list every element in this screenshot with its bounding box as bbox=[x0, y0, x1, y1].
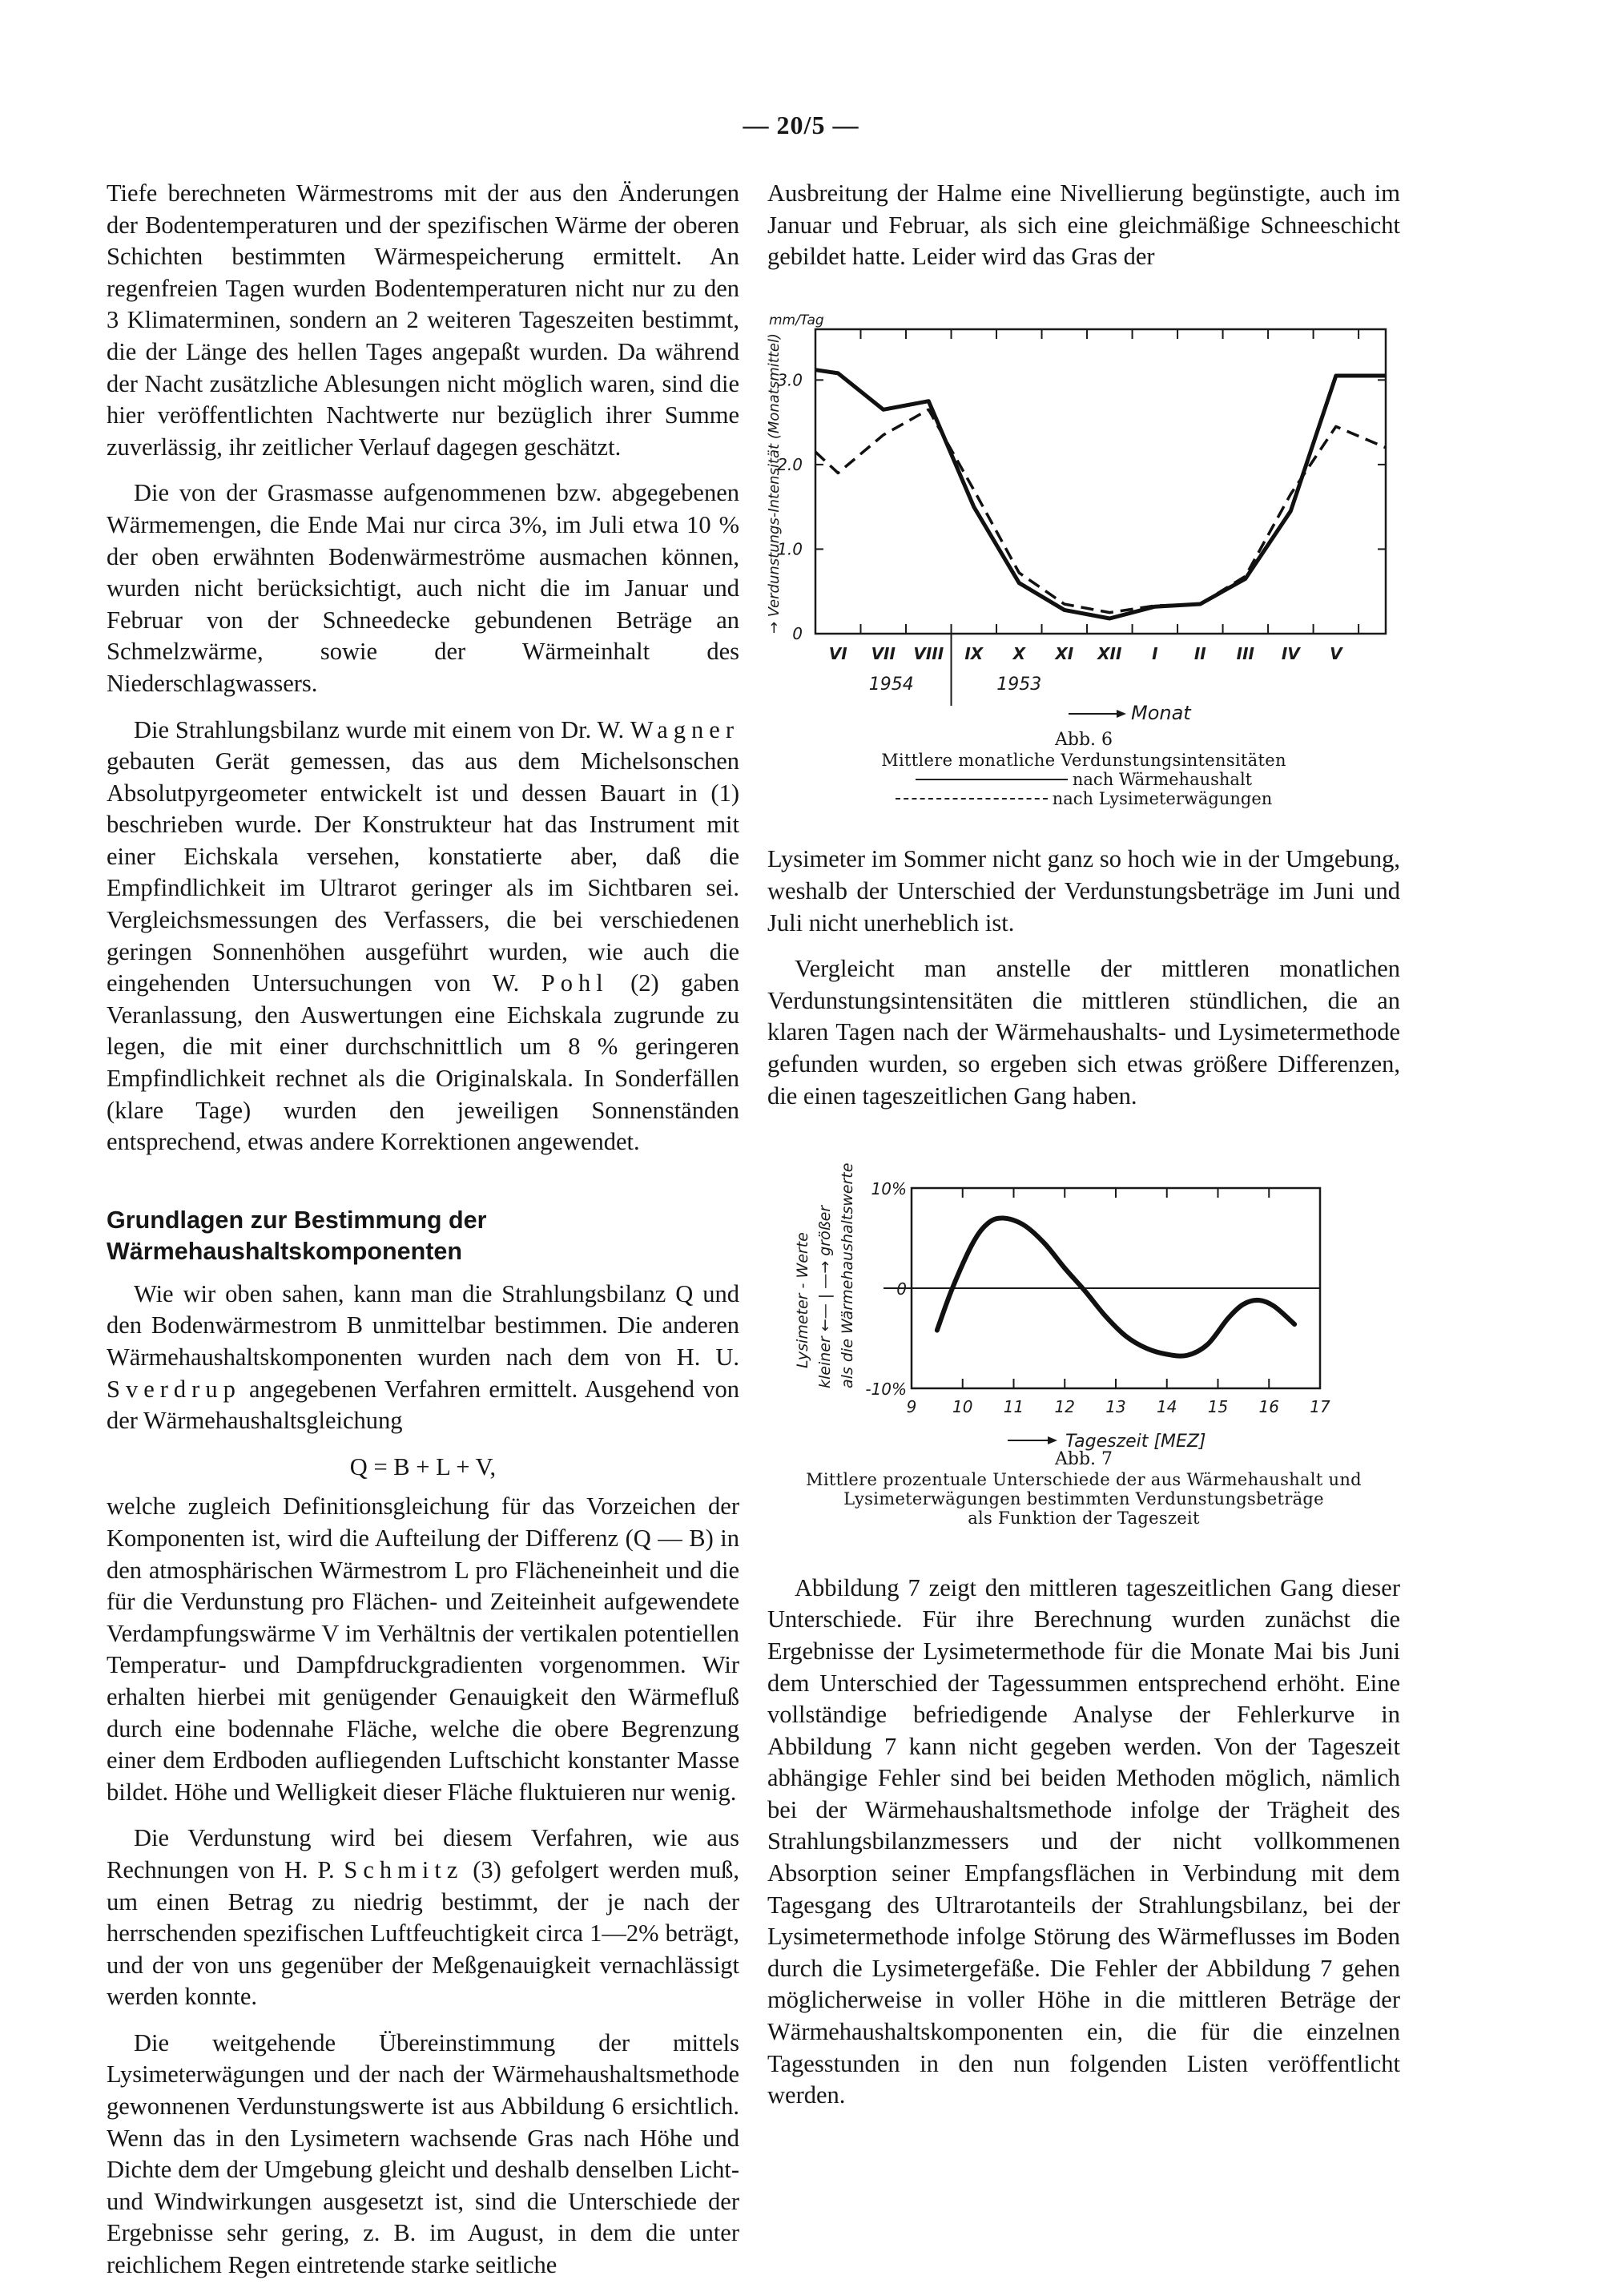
svg-text:13: 13 bbox=[1105, 1397, 1126, 1417]
left-column bbox=[107, 178, 739, 2296]
text: (3) gefolgert werden muß, um einen Betrag zu niedrig bestimmt, der je nach der herrschenden spezifischen Luftfeuchtigkeit circa 1—2% beträgt, und der von uns gegenüber der Meßgenauigkeit vernachlässigt werden konnte. bbox=[107, 1855, 739, 2011]
svg-text:IV: IV bbox=[1281, 643, 1300, 663]
svg-text:mm/Tag: mm/Tag bbox=[769, 312, 824, 328]
figure-label: Abb. 7 bbox=[1054, 1448, 1113, 1469]
dashed-line-icon bbox=[896, 798, 1048, 800]
svg-text:VIII: VIII bbox=[913, 643, 944, 663]
text: gebauten Gerät gemessen, das aus dem Michelsonschen Absolutpyrgeometer entwickelt ist und dessen Bauart in (1) beschrieben wurde. Der Konstrukteur hat das Instrument mit einer Eichskala versehen, konstatierte aber, daß die Empfindlichkeit im Ultrarot geringer als im Sichtbaren sei. Vergleichsmessungen des Verfassers, die bei verschiedenen geringen Sonnenhöhen ausgeführt wurden, wie auch die eingehenden Untersuchungen von W. bbox=[107, 747, 739, 997]
paragraph bbox=[107, 1279, 739, 1437]
svg-text:1953: 1953 bbox=[996, 674, 1042, 695]
figure-caption: Lysimeterwägungen bestimmten Verdunstungsbeträge bbox=[843, 1488, 1324, 1509]
svg-text:10%: 10% bbox=[871, 1179, 907, 1199]
solid-line-icon bbox=[916, 779, 1068, 780]
svg-text:12: 12 bbox=[1054, 1397, 1075, 1417]
figure-label: Abb. 6 bbox=[1054, 730, 1113, 751]
figure-caption: Mittlere prozentuale Unterschiede der aus Wärmehaushalt und bbox=[806, 1469, 1362, 1489]
figure-7 bbox=[767, 1144, 1400, 1528]
paragraph: Die weitgehende Übereinstimmung der mittels Lysimeterwägungen und der nach der Wärmehaushaltsmethode gewonnenen Verdunstungswerte ist aus Abbildung 6 ersichtlich. Wenn das in den Lysimetern wachsende Gras nach Höhe und Dichte dem der Umgebung gleicht und deshalb denselben Licht- und Windwirkungen ausgesetzt ist, sind die Unterschiede der Ergebnisse sehr gering, z. B. im August, in dem die unter reichlichem Regen eintretende starke seitliche bbox=[107, 2028, 739, 2279]
figure-caption: als Funktion der Tageszeit bbox=[968, 1508, 1200, 1528]
equation: Q = B + L + V, bbox=[349, 1452, 497, 1480]
svg-text:VI: VI bbox=[828, 643, 847, 663]
section-heading: Grundlagen zur Bestimmung der Wärmehaushaltskomponenten bbox=[107, 1206, 487, 1265]
svg-text:3.0: 3.0 bbox=[777, 370, 803, 390]
right-column bbox=[767, 178, 1400, 2126]
svg-text:V: V bbox=[1330, 643, 1342, 663]
svg-text:10: 10 bbox=[952, 1397, 973, 1417]
legend-item-solid bbox=[767, 770, 1400, 789]
text: (2) gaben Veranlassung, den Auswertungen eine Eichskala zugrunde zu legen, die mit einer durchschnittlich um 8 % geringeren Empfindlichkeit rechnet als die Originalskala. In Sonderfällen (klare Tage) wurden den jeweiligen Sonnenständen entsprechend, etwas andere Korrektionen angewendet. bbox=[107, 969, 740, 1156]
svg-text:XI: XI bbox=[1055, 643, 1074, 663]
paragraph: Tiefe berechneten Wärmestroms mit der aus den Änderungen der Bodentemperaturen und der spezifischen Wärme der oberen Schichten bestimmten Wärmespeicherung ermittelt. An regenfreien Tagen wurden Bodentemperaturen nicht nur zu den 3 Klimaterminen, sondern an 2 weiteren Tageszeiten bestimmt, die der Länge des hellen Tages angepaßt wurden. Da während der Nacht zusätzliche Ablesungen nicht möglich waren, sind die hier veröffentlichten Nachtwerte nur bezüglich ihrer Summe zuverlässig, ihr zeitlicher Verlauf dagegen geschätzt. bbox=[107, 179, 739, 461]
page-number: — 20/5 — bbox=[743, 111, 859, 139]
chart-abb7 bbox=[767, 1144, 1400, 1452]
svg-text:16: 16 bbox=[1258, 1397, 1279, 1417]
author-name: Pohl bbox=[541, 969, 609, 997]
svg-text:XII: XII bbox=[1097, 643, 1122, 663]
svg-text:9: 9 bbox=[906, 1397, 917, 1417]
paragraph: Die von der Grasmasse aufgenommenen bzw. abgegebenen Wärmemengen, die Ende Mai nur circa 3%, im Juli etwa 10 % der oben erwähnten Bodenwärmeströme ausmachen können, wurden nicht berücksichtigt, auch nicht die im Januar und Februar von der Schneedecke gebundenen Beträge an Schmelzwärme, sowie der Wärmeinhalt des Niederschlagwassers. bbox=[107, 479, 739, 697]
svg-text:2.0: 2.0 bbox=[777, 454, 803, 474]
text: Die Strahlungsbilanz wurde mit einem von Dr. W. bbox=[134, 715, 630, 743]
paragraph: Vergleicht man anstelle der mittleren monatlichen Verdunstungsintensitäten die mittleren stündlichen, die an klaren Tagen nach der Wärmehaushalts- und Lysimetermethode gefunden wurden, so ergeben sich etwas größere Differenzen, die einen tageszeitlichen Gang haben. bbox=[767, 955, 1400, 1110]
paragraph bbox=[107, 1823, 739, 2013]
svg-text:II: II bbox=[1193, 643, 1206, 663]
text: Die Verdunstung wird bei diesem Verfahren, wie aus Rechnungen von H. P. bbox=[107, 1824, 739, 1883]
legend-item-dashed bbox=[767, 789, 1400, 808]
legend-label: nach Wärmehaushalt bbox=[1072, 770, 1253, 790]
figure-6 bbox=[767, 305, 1400, 809]
paragraph: Ausbreitung der Halme eine Nivellierung begünstigte, auch im Januar und Februar, als sich eine gleichmäßige Schneeschicht gebildet hatte. Leider wird das Gras der bbox=[767, 179, 1400, 271]
paragraph: Abbildung 7 zeigt den mittleren tageszeitlichen Gang dieser Unterschiede. Für ihre Berechnung wurden zunächst die Ergebnisse der Lysimetermethode für die Monate Mai bis Juni dem Unterschied der Tagessummen entsprechend erhöht. Eine vollständige befriedigende Analyse der Fehlerkurve in Abbildung 7 kann nicht gegeben werden. Von der Tageszeit abhängige Fehler sind bei beiden Methoden möglich, nämlich bei der Wärmehaushaltsmethode infolge der Trägheit des Strahlungsbilanzmessers und der nicht vollkommenen Absorption seiner Empfangsflächen in Verbindung mit dem Tagesgang des Ultrarotanteils der Strahlungsbilanz, bei der Lysimetermethode infolge Störung des Wärmeflusses im Boden durch die Lysimetergefäße. Die Fehler der Abbildung 7 gehen möglicherweise in voller Höhe in die mittleren Beträge der Wärmehaushaltskomponenten ein, die für die einzelnen Tagesstunden in den nun folgenden Listen veröffentlicht werden. bbox=[767, 1573, 1400, 2109]
svg-text:1954: 1954 bbox=[868, 674, 914, 695]
svg-text:14: 14 bbox=[1157, 1397, 1177, 1417]
svg-text:0: 0 bbox=[896, 1279, 907, 1299]
author-name: Wagner bbox=[630, 715, 739, 743]
paragraph: Lysimeter im Sommer nicht ganz so hoch wie in der Umgebung, weshalb der Unterschied der Verdunstungsbeträge im Juni und Juli nicht unerheblich ist. bbox=[767, 845, 1400, 937]
svg-text:15: 15 bbox=[1207, 1397, 1229, 1417]
svg-text:III: III bbox=[1236, 643, 1254, 663]
svg-text:Tageszeit [MEZ]: Tageszeit [MEZ] bbox=[1065, 1432, 1206, 1452]
paragraph bbox=[107, 715, 739, 1158]
svg-text:Lysimeter - Werte: Lysimeter - Werte bbox=[794, 1232, 811, 1369]
svg-text:I: I bbox=[1152, 643, 1158, 663]
svg-text:IX: IX bbox=[964, 643, 984, 663]
svg-text:kleiner ←— | —→ größer: kleiner ←— | —→ größer bbox=[816, 1205, 834, 1389]
figure-caption: Mittlere monatliche Verdunstungsintensitäten bbox=[881, 751, 1286, 771]
author-name: Schmitz bbox=[344, 1855, 464, 1883]
legend-label: nach Lysimeterwägungen bbox=[1052, 789, 1273, 809]
text: Wie wir oben sahen, kann man die Strahlungsbilanz Q und den Bodenwärmestrom B unmittelbar bestimmen. Die anderen Wärmehaushaltskomponenten wurden nach dem von H. U. bbox=[107, 1279, 739, 1371]
chart-abb6 bbox=[767, 305, 1400, 722]
svg-text:1.0: 1.0 bbox=[777, 539, 803, 559]
svg-text:17: 17 bbox=[1310, 1397, 1330, 1417]
svg-text:11: 11 bbox=[1003, 1397, 1024, 1417]
svg-text:als die Wärmehaushaltswerte: als die Wärmehaushaltswerte bbox=[839, 1162, 856, 1389]
svg-text:VII: VII bbox=[871, 643, 896, 663]
svg-text:-10%: -10% bbox=[865, 1380, 907, 1400]
paragraph: welche zugleich Definitionsgleichung für das Vorzeichen der Komponenten ist, wird die Aufteilung der Differenz (Q — B) in den atmosphärischen Wärmestrom L pro Flächeneinheit und die für die Verdunstung pro Flächen- und Zeiteinheit aufgewendete Verdampfungswärme V im Verhältnis der vertikalen potentiellen Temperatur- und Dampfdruckgradienten vorgenommen. Wir erhalten hierbei mit genügender Genauigkeit den Wärmefluß durch eine bodennahe Fläche, welche die obere Begrenzung einer dem Erdboden aufliegenden Luftschicht konstanter Masse bildet. Höhe und Welligkeit dieser Fläche fluktuieren nur wenig. bbox=[107, 1492, 739, 1806]
svg-text:Monat: Monat bbox=[1131, 701, 1191, 724]
author-name: Sverdrup bbox=[107, 1375, 241, 1403]
svg-text:0: 0 bbox=[792, 623, 803, 643]
svg-text:→ Verdunstungs-Intensität (Mon: → Verdunstungs-Intensität (Monatsmittel) bbox=[766, 332, 783, 634]
svg-text:X: X bbox=[1012, 643, 1025, 663]
text: angegebenen Verfahren ermittelt. Ausgehend von der Wärmehaushaltsgleichung bbox=[107, 1375, 739, 1435]
